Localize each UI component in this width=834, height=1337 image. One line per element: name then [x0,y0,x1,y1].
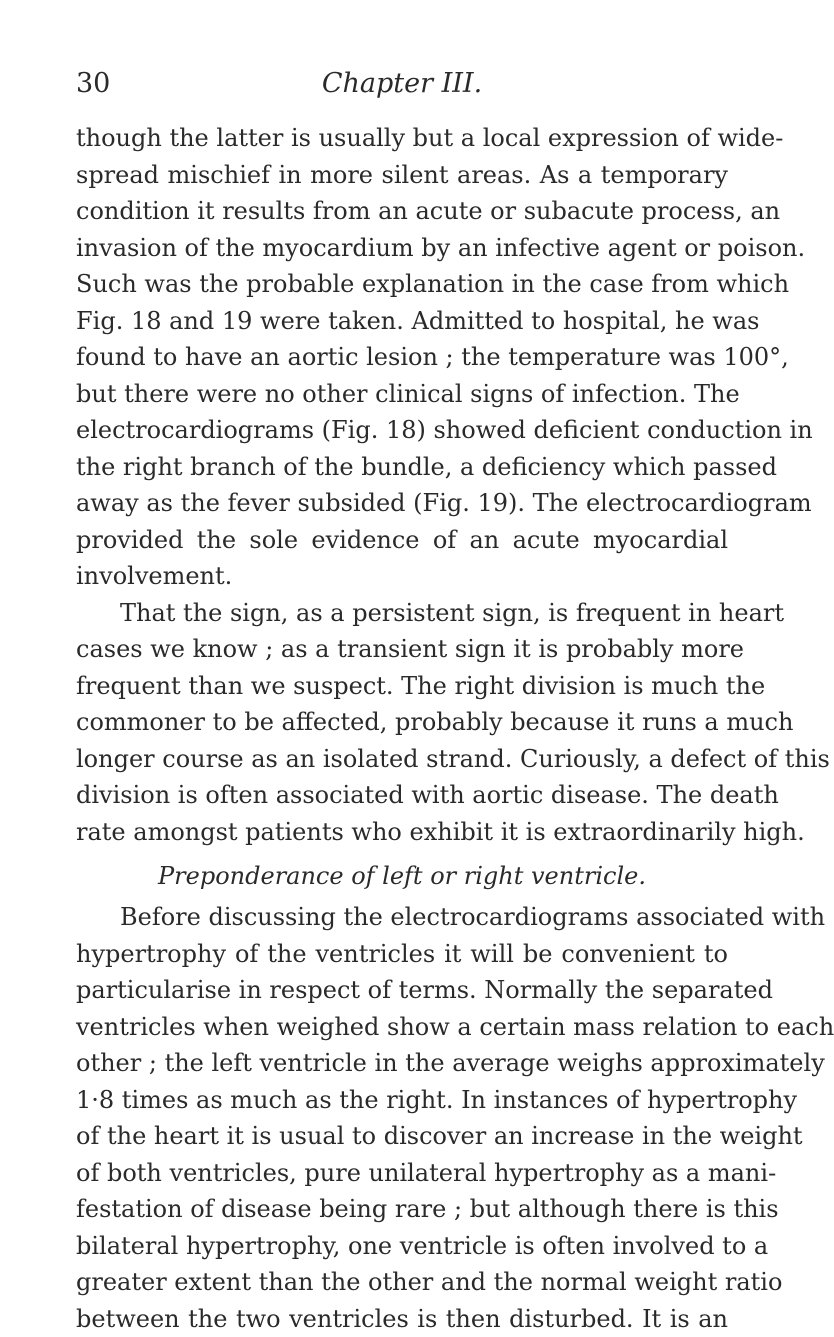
text-line: found to have an aortic lesion ; the temperature was 100°, [76,339,728,376]
paragraph-2 [76,595,728,851]
text-line: 1·8 times as much as the right. In instances of hypertrophy [76,1082,728,1119]
text-line: between the two ventricles is then disturbed. It is an [76,1301,728,1337]
running-head: Chapter III. [76,68,728,99]
text-line: invasion of the myocardium by an infective agent or poison. [76,230,728,267]
text-line: provided the sole evidence of an acute myocardial [76,522,728,559]
book-page [76,68,728,1337]
paragraph-1 [76,120,728,595]
text-line: Such was the probable explanation in the case from which [76,266,728,303]
text-line: Fig. 18 and 19 were taken. Admitted to hospital, he was [76,303,728,340]
text-line: commoner to be affected, probably because it runs a much [76,704,728,741]
text-line: longer course as an isolated strand. Curiously, a defect of this [76,741,728,778]
text-line: but there were no other clinical signs of infection. The [76,376,728,413]
text-line: festation of disease being rare ; but although there is this [76,1191,728,1228]
text-line: rate amongst patients who exhibit it is extraordinarily high. [76,814,728,851]
text-line: of the heart it is usual to discover an increase in the weight [76,1118,728,1155]
text-line: particularise in respect of terms. Normally the separated [76,972,728,1009]
text-line: Before discussing the electrocardiograms associated with [76,899,728,936]
text-line: of both ventricles, pure unilateral hypertrophy as a mani- [76,1155,728,1192]
text-line: electrocardiograms (Fig. 18) showed deficient conduction in [76,412,728,449]
text-line: bilateral hypertrophy, one ventricle is often involved to a [76,1228,728,1265]
page-header [76,68,728,112]
text-line: other ; the left ventricle in the average weighs approximately [76,1045,728,1082]
text-line: ventricles when weighed show a certain mass relation to each [76,1009,728,1046]
text-line: hypertrophy of the ventricles it will be convenient to [76,936,728,973]
text-line: That the sign, as a persistent sign, is frequent in heart [76,595,728,632]
text-line: spread mischief in more silent areas. As a temporary [76,157,728,194]
text-line: condition it results from an acute or subacute process, an [76,193,728,230]
text-line: cases we know ; as a transient sign it is probably more [76,631,728,668]
section-heading: Preponderance of left or right ventricle. [76,854,728,899]
page-number: 30 [76,68,110,99]
text-line: away as the fever subsided (Fig. 19). The electrocardiogram [76,485,728,522]
text-line: frequent than we suspect. The right division is much the [76,668,728,705]
text-line: greater extent than the other and the normal weight ratio [76,1264,728,1301]
text-line: involvement. [76,558,728,595]
text-line: the right branch of the bundle, a deficiency which passed [76,449,728,486]
paragraph-3 [76,899,728,1337]
text-line: division is often associated with aortic disease. The death [76,777,728,814]
text-line: though the latter is usually but a local expression of wide- [76,120,728,157]
